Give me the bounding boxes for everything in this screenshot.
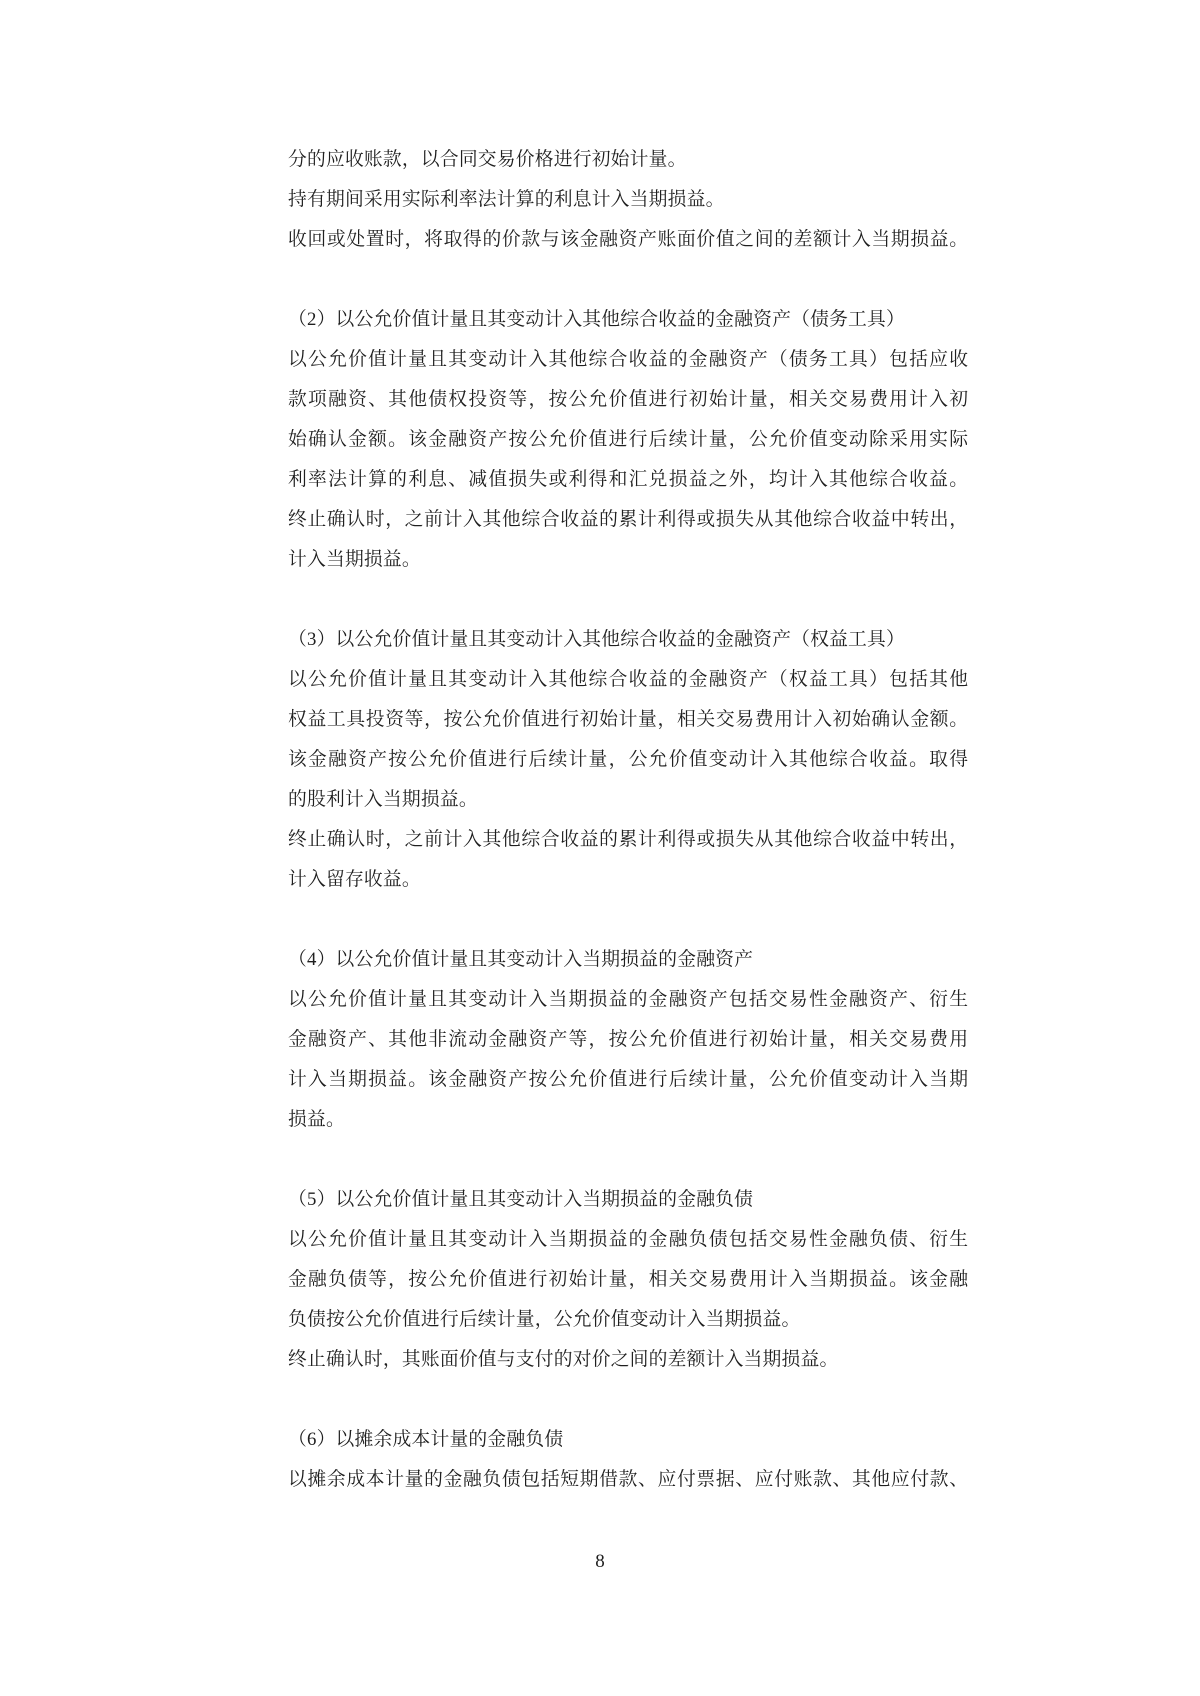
body-line: 收回或处置时，将取得的价款与该金融资产账面价值之间的差额计入当期损益。: [288, 229, 968, 250]
body-line: 持有期间采用实际利率法计算的利息计入当期损益。: [288, 189, 725, 210]
body-line: 负债按公允价值进行后续计量，公允价值变动计入当期损益。: [288, 1309, 801, 1330]
body-line: 权益工具投资等，按公允价值进行初始计量，相关交易费用计入初始确认金额。: [288, 709, 968, 730]
section-heading: （6）以摊余成本计量的金融负债: [288, 1429, 564, 1450]
body-line: 以公允价值计量且其变动计入其他综合收益的金融资产（债务工具）包括应收: [288, 349, 968, 370]
body-line: 以公允价值计量且其变动计入其他综合收益的金融资产（权益工具）包括其他: [288, 669, 968, 690]
body-line: 该金融资产按公允价值进行后续计量，公允价值变动计入其他综合收益。取得: [288, 749, 968, 770]
section-heading: （3）以公允价值计量且其变动计入其他综合收益的金融资产（权益工具）: [288, 629, 905, 650]
section-heading: （4）以公允价值计量且其变动计入当期损益的金融资产: [288, 949, 754, 970]
body-line: 款项融资、其他债权投资等，按公允价值进行初始计量，相关交易费用计入初: [288, 389, 968, 410]
body-line: 金融资产、其他非流动金融资产等，按公允价值进行初始计量，相关交易费用: [288, 1029, 968, 1050]
document-section: [288, 300, 968, 580]
section-heading: （2）以公允价值计量且其变动计入其他综合收益的金融资产（债务工具）: [288, 309, 905, 330]
body-line: 以公允价值计量且其变动计入当期损益的金融负债包括交易性金融负债、衍生: [288, 1229, 968, 1250]
body-line: 利率法计算的利息、减值损失或利得和汇兑损益之外，均计入其他综合收益。: [288, 469, 968, 490]
section-heading: （5）以公允价值计量且其变动计入当期损益的金融负债: [288, 1189, 754, 1210]
body-line: 金融负债等，按公允价值进行初始计量，相关交易费用计入当期损益。该金融: [288, 1269, 968, 1290]
body-line: 的股利计入当期损益。: [288, 789, 478, 810]
body-line: 以公允价值计量且其变动计入当期损益的金融资产包括交易性金融资产、衍生: [288, 989, 968, 1010]
body-line: 损益。: [288, 1109, 345, 1130]
body-line: 以摊余成本计量的金融负债包括短期借款、应付票据、应付账款、其他应付款、: [288, 1469, 968, 1490]
document-section: [288, 1180, 968, 1380]
body-line: 计入当期损益。: [288, 549, 421, 570]
body-line: 分的应收账款，以合同交易价格进行初始计量。: [288, 149, 687, 170]
body-line: 始确认金额。该金融资产按公允价值进行后续计量，公允价值变动除采用实际: [288, 429, 968, 450]
document-section: [288, 1420, 968, 1500]
page-number: 8: [595, 1551, 605, 1572]
document-section: [288, 620, 968, 900]
body-line: 终止确认时，其账面价值与支付的对价之间的差额计入当期损益。: [288, 1349, 839, 1370]
intro-paragraph: [288, 140, 968, 260]
body-line: 计入当期损益。该金融资产按公允价值进行后续计量，公允价值变动计入当期: [288, 1069, 968, 1090]
body-line: 计入留存收益。: [288, 869, 421, 890]
document-section: [288, 940, 968, 1140]
sections-container: [288, 300, 968, 1500]
document-body: [288, 140, 968, 1500]
body-line: 终止确认时，之前计入其他综合收益的累计利得或损失从其他综合收益中转出，: [288, 509, 968, 530]
body-line: 终止确认时，之前计入其他综合收益的累计利得或损失从其他综合收益中转出，: [288, 829, 968, 850]
